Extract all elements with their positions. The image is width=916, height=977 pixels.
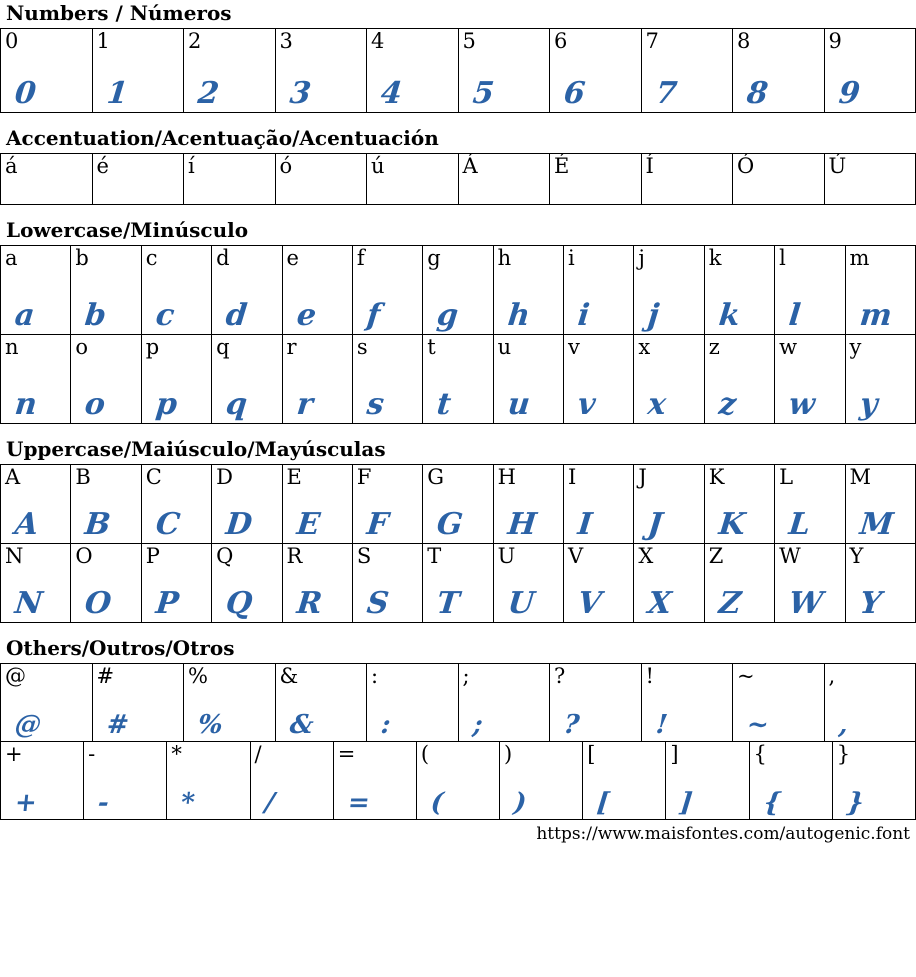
character-label: w xyxy=(779,335,798,359)
glyph-cell xyxy=(775,246,845,335)
character-label: V xyxy=(568,544,584,568)
character-label: B xyxy=(75,465,91,489)
glyph-cell xyxy=(275,29,367,113)
glyph-sample: q xyxy=(224,387,250,422)
glyph-sample: g xyxy=(435,298,461,333)
character-row-table xyxy=(0,741,916,820)
glyph-sample: T xyxy=(435,586,462,621)
glyph-cell xyxy=(71,246,141,335)
glyph-sample: v xyxy=(576,387,598,422)
character-label: r xyxy=(286,335,297,359)
section-title-accentuation: Accentuation/Acentuação/Acentuación xyxy=(6,126,439,150)
glyph-cell xyxy=(212,335,282,424)
glyph-sample: 0 xyxy=(13,76,38,111)
glyph-sample: 9 xyxy=(836,76,862,111)
character-label: ) xyxy=(504,742,513,766)
glyph-sample: d xyxy=(224,298,250,333)
character-label: Z xyxy=(708,544,724,568)
character-label: * xyxy=(171,742,182,766)
character-row-table xyxy=(0,464,916,544)
glyph-sample: S xyxy=(365,586,391,621)
glyph-cell xyxy=(212,544,282,623)
section-uppercase xyxy=(0,438,916,623)
glyph-sample: = xyxy=(346,788,372,818)
glyph-sample: p xyxy=(153,387,179,422)
glyph-sample: f xyxy=(365,298,382,333)
character-label: { xyxy=(753,742,767,766)
character-label: Ó xyxy=(737,154,755,178)
glyph-sample: 6 xyxy=(562,76,587,111)
glyph-cell xyxy=(367,154,459,205)
glyph-cell xyxy=(634,544,704,623)
glyph-cell xyxy=(550,29,642,113)
glyph-sample: , xyxy=(836,710,850,740)
character-label: : xyxy=(371,664,379,688)
glyph-cell xyxy=(845,246,916,335)
glyph-cell xyxy=(282,544,352,623)
character-label: @ xyxy=(5,664,26,688)
character-label: v xyxy=(568,335,580,359)
glyph-cell xyxy=(845,544,916,623)
glyph-sample: ; xyxy=(470,710,484,740)
character-label: Q xyxy=(216,544,234,568)
section-title-numbers: Numbers / Números xyxy=(6,1,232,25)
glyph-cell xyxy=(845,335,916,424)
character-label: W xyxy=(779,544,801,568)
glyph-sample: E xyxy=(294,507,322,542)
glyph-cell xyxy=(141,335,211,424)
glyph-cell xyxy=(423,335,493,424)
glyph-sample: e xyxy=(294,298,318,333)
character-label: 0 xyxy=(5,29,19,53)
character-label: G xyxy=(427,465,445,489)
character-label: g xyxy=(427,246,441,270)
glyph-sample: % xyxy=(196,710,225,740)
glyph-cell xyxy=(71,465,141,544)
glyph-cell xyxy=(275,154,367,205)
section-accentuation xyxy=(0,127,916,205)
character-label: ! xyxy=(645,664,654,688)
glyph-cell xyxy=(92,29,184,113)
glyph-sample: L xyxy=(787,507,813,542)
glyph-sample: ] xyxy=(678,788,695,818)
glyph-sample: # xyxy=(104,710,130,740)
glyph-sample: M xyxy=(857,507,895,542)
glyph-cell xyxy=(733,29,825,113)
character-label: 2 xyxy=(188,29,202,53)
glyph-cell xyxy=(564,544,634,623)
glyph-cell xyxy=(704,246,774,335)
glyph-cell xyxy=(493,465,563,544)
character-label: E xyxy=(286,465,302,489)
character-label: U xyxy=(497,544,516,568)
glyph-sample: ) xyxy=(512,788,528,818)
glyph-sample: * xyxy=(179,788,197,818)
glyph-sample: : xyxy=(379,710,393,740)
glyph-sample: h xyxy=(505,298,532,333)
glyph-cell xyxy=(458,29,550,113)
glyph-cell xyxy=(775,465,845,544)
glyph-sample: + xyxy=(13,788,39,818)
glyph-sample: y xyxy=(857,387,879,422)
glyph-cell xyxy=(704,335,774,424)
section-title-lowercase: Lowercase/Minúsculo xyxy=(6,218,249,242)
glyph-sample: V xyxy=(576,586,604,621)
character-label: X xyxy=(638,544,654,568)
glyph-cell xyxy=(423,246,493,335)
character-label: N xyxy=(5,544,24,568)
glyph-cell xyxy=(704,544,774,623)
character-label: H xyxy=(497,465,516,489)
glyph-cell xyxy=(749,742,832,820)
glyph-cell xyxy=(423,544,493,623)
character-label: Á xyxy=(462,154,478,178)
glyph-cell xyxy=(493,544,563,623)
character-label: K xyxy=(708,465,725,489)
character-label: J xyxy=(638,465,647,489)
glyph-sample: G xyxy=(435,507,465,542)
character-row-table xyxy=(0,28,916,113)
glyph-sample: r xyxy=(294,387,315,422)
glyph-cell xyxy=(416,742,499,820)
character-label: j xyxy=(638,246,645,270)
character-label: P xyxy=(145,544,160,568)
character-label: d xyxy=(216,246,230,270)
glyph-cell xyxy=(1,29,93,113)
character-label: / xyxy=(254,742,262,766)
glyph-sample: B xyxy=(83,507,113,542)
glyph-cell xyxy=(352,465,422,544)
character-label: R xyxy=(286,544,303,568)
character-label: k xyxy=(708,246,722,270)
glyph-cell xyxy=(493,335,563,424)
character-label: 8 xyxy=(737,29,751,53)
glyph-cell xyxy=(333,742,416,820)
glyph-cell xyxy=(733,664,825,742)
glyph-cell xyxy=(733,154,825,205)
character-row-table xyxy=(0,153,916,205)
glyph-sample: Z xyxy=(716,586,743,621)
character-label: C xyxy=(145,465,162,489)
footer-url: https://www.maisfontes.com/autogenic.font xyxy=(536,824,910,844)
glyph-cell xyxy=(1,664,93,742)
glyph-sample: a xyxy=(13,298,37,333)
glyph-sample: j xyxy=(646,298,662,333)
glyph-sample: x xyxy=(646,387,669,422)
glyph-cell xyxy=(250,742,333,820)
glyph-sample: / xyxy=(262,788,276,818)
character-label: ( xyxy=(420,742,430,766)
glyph-cell xyxy=(71,544,141,623)
glyph-cell xyxy=(141,544,211,623)
glyph-cell xyxy=(634,335,704,424)
glyph-cell xyxy=(775,335,845,424)
glyph-cell xyxy=(775,544,845,623)
character-row-table xyxy=(0,663,916,742)
glyph-sample: & xyxy=(287,710,315,740)
character-label: [ xyxy=(587,742,596,766)
character-label: & xyxy=(279,664,299,688)
character-label: 4 xyxy=(371,29,385,53)
glyph-cell xyxy=(824,154,916,205)
character-label: 1 xyxy=(96,29,110,53)
glyph-cell xyxy=(550,154,642,205)
glyph-sample: b xyxy=(83,298,109,333)
glyph-sample: W xyxy=(787,586,825,621)
character-label: m xyxy=(849,246,870,270)
glyph-sample: O xyxy=(83,586,114,621)
glyph-cell xyxy=(352,544,422,623)
glyph-cell xyxy=(275,664,367,742)
glyph-sample: ! xyxy=(653,710,669,740)
character-label: é xyxy=(96,154,109,178)
glyph-cell xyxy=(634,465,704,544)
glyph-cell xyxy=(423,465,493,544)
font-specimen-sheet xyxy=(0,2,916,820)
section-title-uppercase: Uppercase/Maiúsculo/Mayúsculas xyxy=(6,437,386,461)
glyph-cell xyxy=(352,335,422,424)
section-others xyxy=(0,637,916,820)
character-label: T xyxy=(427,544,442,568)
glyph-sample: n xyxy=(13,387,39,422)
glyph-cell xyxy=(184,154,276,205)
glyph-sample: X xyxy=(646,586,674,621)
character-label: t xyxy=(427,335,436,359)
character-label: ; xyxy=(462,664,470,688)
glyph-cell xyxy=(1,154,93,205)
glyph-cell xyxy=(184,664,276,742)
character-label: c xyxy=(145,246,158,270)
character-label: D xyxy=(216,465,233,489)
character-label: s xyxy=(356,335,368,359)
character-label: - xyxy=(88,742,96,766)
character-label: ú xyxy=(371,154,385,178)
character-label: i xyxy=(568,246,575,270)
glyph-sample: s xyxy=(365,387,386,422)
character-label: x xyxy=(638,335,651,359)
glyph-cell xyxy=(641,664,733,742)
character-label: f xyxy=(356,246,365,270)
character-label: ? xyxy=(554,664,566,688)
glyph-sample: H xyxy=(505,507,538,542)
glyph-sample: Q xyxy=(224,586,255,621)
character-label: } xyxy=(836,742,851,766)
character-label: á xyxy=(5,154,18,178)
character-label: Y xyxy=(849,544,864,568)
glyph-cell xyxy=(352,246,422,335)
character-label: = xyxy=(337,742,356,766)
glyph-cell xyxy=(832,742,915,820)
glyph-cell xyxy=(1,335,71,424)
glyph-sample: F xyxy=(365,507,391,542)
glyph-cell xyxy=(1,465,71,544)
glyph-cell xyxy=(500,742,583,820)
glyph-sample: @ xyxy=(13,710,43,740)
glyph-sample: ~ xyxy=(745,710,771,740)
glyph-sample: K xyxy=(716,507,747,542)
character-label: + xyxy=(5,742,23,766)
character-label: í xyxy=(188,154,195,178)
glyph-sample: 7 xyxy=(653,76,679,111)
glyph-sample: 3 xyxy=(287,76,313,111)
character-label: b xyxy=(75,246,89,270)
character-label: 7 xyxy=(645,29,659,53)
glyph-cell xyxy=(212,246,282,335)
glyph-sample: P xyxy=(153,586,181,621)
glyph-sample: m xyxy=(857,298,894,333)
character-label: y xyxy=(849,335,862,359)
glyph-cell xyxy=(564,335,634,424)
section-lowercase xyxy=(0,219,916,424)
glyph-sample: o xyxy=(83,387,108,422)
glyph-cell xyxy=(641,29,733,113)
character-label: z xyxy=(708,335,720,359)
character-label: , xyxy=(828,664,836,688)
character-label: ó xyxy=(279,154,293,178)
glyph-cell xyxy=(824,664,916,742)
glyph-sample: D xyxy=(224,507,255,542)
character-label: # xyxy=(96,664,115,688)
character-label: ] xyxy=(670,742,679,766)
character-label: h xyxy=(497,246,512,270)
character-label: a xyxy=(5,246,18,270)
glyph-cell xyxy=(493,246,563,335)
glyph-sample: I xyxy=(576,507,594,542)
glyph-sample: { xyxy=(761,788,782,818)
glyph-cell xyxy=(167,742,250,820)
glyph-cell xyxy=(282,465,352,544)
glyph-cell xyxy=(458,154,550,205)
glyph-sample: J xyxy=(646,507,665,542)
glyph-sample: t xyxy=(435,387,454,422)
glyph-cell xyxy=(184,29,276,113)
glyph-cell xyxy=(212,465,282,544)
glyph-cell xyxy=(92,154,184,205)
glyph-cell xyxy=(666,742,749,820)
character-label: p xyxy=(145,335,160,359)
character-label: É xyxy=(554,154,570,178)
glyph-cell xyxy=(641,154,733,205)
glyph-sample: ? xyxy=(562,710,581,740)
character-label: I xyxy=(568,465,577,489)
character-label: % xyxy=(188,664,208,688)
glyph-cell xyxy=(367,29,459,113)
character-label: L xyxy=(779,465,794,489)
glyph-cell xyxy=(458,664,550,742)
glyph-sample: ( xyxy=(429,788,445,818)
character-row-table xyxy=(0,334,916,424)
glyph-cell xyxy=(92,664,184,742)
character-label: S xyxy=(356,544,372,568)
character-row-table xyxy=(0,543,916,623)
glyph-sample: c xyxy=(153,298,176,333)
glyph-cell xyxy=(824,29,916,113)
glyph-sample: i xyxy=(576,298,592,333)
glyph-cell xyxy=(1,742,84,820)
character-label: l xyxy=(779,246,786,270)
glyph-cell xyxy=(367,664,459,742)
character-row-table xyxy=(0,245,916,335)
character-label: o xyxy=(75,335,89,359)
glyph-sample: [ xyxy=(595,788,612,818)
glyph-cell xyxy=(1,544,71,623)
character-label: q xyxy=(216,335,230,359)
character-label: n xyxy=(5,335,19,359)
glyph-sample: k xyxy=(716,298,742,333)
character-label: Í xyxy=(645,154,654,178)
glyph-sample: 2 xyxy=(196,76,221,111)
character-label: 3 xyxy=(279,29,293,53)
character-label: F xyxy=(356,465,372,489)
character-label: u xyxy=(497,335,512,359)
character-label: 9 xyxy=(828,29,842,53)
glyph-sample: u xyxy=(505,387,532,422)
glyph-sample: } xyxy=(845,788,866,818)
glyph-sample: 4 xyxy=(379,76,404,111)
glyph-sample: U xyxy=(505,586,536,621)
glyph-sample: 8 xyxy=(745,76,770,111)
glyph-cell xyxy=(704,465,774,544)
glyph-cell xyxy=(634,246,704,335)
glyph-sample: C xyxy=(153,507,182,542)
glyph-sample: Y xyxy=(857,586,883,621)
glyph-sample: z xyxy=(716,387,738,422)
glyph-cell xyxy=(282,335,352,424)
glyph-cell xyxy=(282,246,352,335)
glyph-cell xyxy=(1,246,71,335)
glyph-cell xyxy=(583,742,666,820)
character-label: A xyxy=(5,465,21,489)
character-label: Ú xyxy=(828,154,847,178)
glyph-sample: N xyxy=(13,586,45,621)
character-label: e xyxy=(286,246,299,270)
glyph-sample: 1 xyxy=(104,76,130,111)
glyph-sample: - xyxy=(96,788,111,818)
character-label: O xyxy=(75,544,93,568)
glyph-sample: w xyxy=(787,387,817,422)
character-label: 5 xyxy=(462,29,476,53)
glyph-cell xyxy=(564,465,634,544)
character-label: M xyxy=(849,465,872,489)
glyph-sample: l xyxy=(787,298,803,333)
character-label: 6 xyxy=(554,29,568,53)
glyph-sample: A xyxy=(13,507,41,542)
glyph-cell xyxy=(550,664,642,742)
glyph-cell xyxy=(564,246,634,335)
glyph-cell xyxy=(845,465,916,544)
glyph-cell xyxy=(141,465,211,544)
glyph-cell xyxy=(71,335,141,424)
section-numbers xyxy=(0,2,916,113)
character-label: ~ xyxy=(737,664,755,688)
section-title-others: Others/Outros/Otros xyxy=(6,636,235,660)
glyph-sample: 5 xyxy=(470,76,496,111)
glyph-sample: R xyxy=(294,586,324,621)
glyph-cell xyxy=(141,246,211,335)
glyph-cell xyxy=(84,742,167,820)
